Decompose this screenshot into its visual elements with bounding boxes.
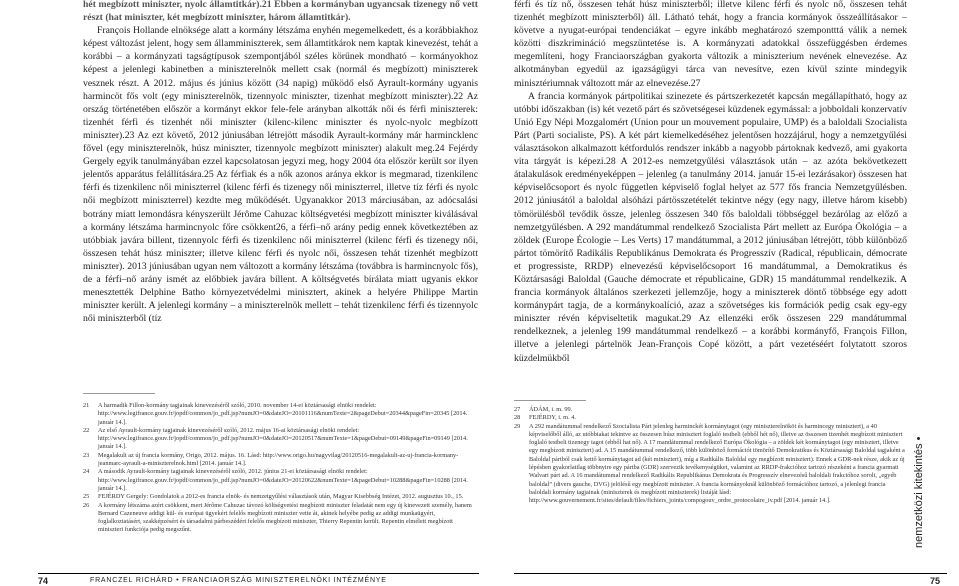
footnote-text: A második Ayrault-kormány tagjainak kinevezéséről szóló, 2012. június 21-ei köztársasági elnöki rendelet: http://www.legifrance.gouv.fr/jopdf/common/jo_pdf.jsp?numJO=0&dateJO=20120622&numTexte=1&pageDebut=10288&pageFin=10288 [2014. január 14.]. [98, 468, 468, 492]
left-paragraph-continued: hét megbízott miniszter, nyolc államtitkár).21 Ebben a kormányban ugyancsak tizenegy nő vett részt (hat miniszter, két megbízott miniszter, három államtitkár). [83, 0, 478, 24]
footnote-text: Megalakult az új francia kormány, Origo, 2012. május. 16. Lásd: http://www.origo.hu/nagyvilag/20120516-megalakult-az-uj-francia-kormany-jeanmarc-ayrault-a-miniszterelnok.html [2014. január 14.]. [98, 451, 459, 468]
footnote-text: FEJÉRDY Gergely: Gondolatok a 2012-es francia elnök- és nemzetgyűlési választások után, Magyar Kisebbség Intézet, 2012. augusztus 10., 15. [98, 493, 464, 501]
footnote [514, 414, 907, 422]
footnote-text: ÁDÁM, i. m. 99. [529, 406, 573, 413]
running-head: FRANCZEL RICHÁRD • FRANCIAORSZÁG MINISZTERELNÖKI INTÉZMÉNYE [90, 577, 387, 584]
footnote-number: 25 [83, 493, 90, 501]
section-side-label: nemzetközi kitekintés • [913, 436, 925, 548]
footnote [83, 452, 478, 469]
footnote-text: A harmadik Fillon-kormány tagjainak kinevezéséről szóló, 2010. november 14-ei köztársasági elnöki rendelet: http://www.legifrance.gouv.fr/jopdf/common/jo_pdf.jsp?numJO=0&dateJO=20101116&numTexte=2&pageDebut=20344&pageFin=20345 [2014. január 14.]. [98, 402, 468, 426]
page-number-right: 75 [930, 576, 941, 586]
footnote-number: 24 [83, 468, 90, 476]
footnote-number: 21 [83, 402, 90, 409]
page-number-left: 74 [38, 576, 49, 586]
left-column [83, 0, 478, 325]
footnote-text: FEJÉRDY, i. m. 4. [529, 414, 576, 422]
footnote-number: 22 [83, 426, 90, 434]
footer-rule-left [38, 573, 479, 574]
right-footnote-divider [514, 400, 586, 401]
footnote [83, 427, 478, 452]
footnote-number: 28 [514, 414, 521, 422]
footnote [514, 423, 907, 506]
left-paragraph-hollande: François Hollande elnöksége alatt a kormány létszáma enyhén megemelkedett, és a korábbiakhoz képest változást jelent, hogy sem államminiszterek, sem államtitkárok nem kaptak kinevezést, tehát a korábbi – a kormányzati tagságtípusok szempontjából széles körűnek mondható – kormányokhoz képest a jelenlegi kabinetben a miniszterelnök mellett csak (normál és megbízott) miniszterek vesznek részt. A 2012. május és június között (34 napig) működő első Ayrault-kormány ugyanis harmincöt fős volt (egy miniszterelnök, tizennyolc miniszter, tizenhat megbízott miniszter).22 Az ország történetében először a kormányt ekkor fele-fele arányban alkották női és férfi miniszterek: tizenhét férfi és tizenhét női miniszter (kilenc-kilenc miniszter és nyolc-nyolc megbízott miniszter).23 Az ezt követő, 2012 júniusában létrejött második Ayrault-kormány már harmincklenc fővel (egy miniszterelnök, húsz miniszter, tizennyolc megbízott miniszter) alakult meg.24 Fejérdy Gergely egyik tanulmányában ezzel kapcsolatosan jegyzi meg, hogy 2004 óta először került sor ilyen jelentős apparátus felállítására.25 Az férfiak és a nők azonos aránya ekkor is megmarad, tizenkilenc férfi és tizenkilenc női miniszterrel (kilenc férfi és tizenegy női miniszterrel, illetve tíz férfi és nyolc női megbízott miniszterrel) kezdte meg működését. Ugyanakkor 2013 márciusában, az adócsalási botrány miatt lemondásra kényszerült Jérôme Cahuzac költségvetési megbízott miniszter kiválásával a kormány létszáma harmincnyolc főre csökkent26, a férfi–nő arány pedig ennek következtében az utóbbiak javára billent, tizennyolc férfi és tizenkilenc női miniszterrel (kilenc férfi és tizenegy női, összesen tehát húsz miniszter; illetve kilenc férfi és nyolc női, összesen tehát tizenhét megbízott miniszter). 2013 júniusában ugyan nem változott a kormány létszáma (továbbra is harmincnyolc fős), de a férfi–nő arány ismét az előbbiek javára billent. A költségvetés bírálata miatt ugyanis ekkor menesztették Delphine Batho környezetvédelmi minisztert, akinek a helyére Philippe Martin miniszter került. A jelenlegi kormány – a miniszterelnök mellett – tehát tizenkilenc férfi és tizennyolc női miniszterből (tíz [83, 25, 478, 325]
footnote-text: A kormány létszáma azért csökkent, mert Jérôme Cahuzac távozó költségvetési megbízott miniszter feladatát nem egy új kinevezett személy, hanem Bernard Cazeneuve addigi kül- és európai ügyekért felelős megbízott miniszter vette át, akinek helyébe pedig az addigi munkaügyért, foglalkoztatásért, szakképzésért és társadalmi párbeszédért felelős megbízott miniszter, Thierry Repentin került. Repentin elmélett megbízott miniszteri funkciója pedig megszűnt. [98, 501, 472, 534]
footnote-text: Az első Ayrault-kormány tagjainak kinevezéséről szóló, 2012. május 16-ai köztársasági elnöki rendelet: http://www.legifrance.gouv.fr/jopdf/common/jo_pdf.jsp?numJO=0&dateJO=20120517&numTexte=1&pageDebut=09149&pageFin=09149 [2014. január 14.]. [98, 426, 468, 451]
footnote [83, 402, 478, 427]
right-footnotes [514, 406, 907, 506]
footnote-text: A 292 mandátummal rendelkező Szocialista Párt jelenleg harminckét kormánytagot (egy miniszterelnököt és harmincegy minisztert), a 40 képviselőből álló, az utóbbiakat tekintve az összesen húsz minisztert foglaló testbeli (ebből hét nő), illetve az összesen tizenhét megbízott minisztert foglaló testbeli tizenegy tagot (ebből hat nő). A 17 mandátummal rendelkező Európa Ökológia – a zöldek két kormánytagot (egy minisztert, illetve egy megbízott minisztert) ad. A 15 mandátummal rendelkező, több különböző formációt tömörítő Demokratikus és Köztársasági Baloldal tagjaként a Baloldal pártból csak kettő kormánytagot ad (két minisztert), míg a Radikális Baloldal egy megbízott minisztert). Ennek a GDR-nek része, akik az új lépésben gyakorlatilag többnyire egy pártba (GDR) szervezik tevékenységüket, valamint az RRDP-frakcióhoz tartozó részeként a francia gyarmati Walvari párt ad. A 16 mandátummal rendelkező Radikális Republikánus Demokrata és Progresszív elnevezésű baloldali frakcióhoz sorolt, „egyéb baloldal” (divers gauche, DVG) jelölésű egy megbízott miniszter. A francia kormányoknál különböző formációhoz tartozó, a jelenlegi francia baloldali kormány tagjainak (miniszterek és megbízott miniszterek) listáját lásd: http://www.gouvernement.fr/sites/default/files/fichiers_joints/compogouv_ordre_protocolaire_iv.pdf [2014. január 14.]. [529, 422, 905, 505]
right-paragraph-continued: férfi és tíz nő, összesen tehát húsz miniszterből; illetve kilenc férfi és nyolc nő, összesen tehát tizenhét megbízott miniszterből) áll. Látható tehát, hogy a francia kormányok összeállításakor – követve a nyugat-európai tendenciákat – egyre inkább meghatározó szempontttá válik a nemek közötti diszkrimináció megszüntetése is. A kormányzati adatokkal összefüggésben érdemes megemlíteni, hogy Franciaországban gyakorta változik a miniszterium nevének elnevezése. Az alkotmányban egyedül az igazságügyi tárca van nevesítve, ezen kívül szinte mindegyik minisztériumnak változott már az elnevezése.27 [514, 0, 907, 89]
left-footnotes [83, 402, 478, 535]
left-footnote-divider [83, 393, 155, 394]
footnote-number: 26 [83, 501, 90, 509]
right-paragraph-parties: A francia kormányok pártpolitikai szinezete és pártszerkezetét kapcsán megállapítható, hogy az utóbbi időszakban (is) két vezető párt és szövetségesei küzdenek egymással: a jobboldali konzervatív Unió Egy Népi Mozgalomért (Union pour un mouvement populaire, UMP) és a baloldali Szocialista Párt (Parti socialiste, PS). A két párt kiemelkedéséhez jelentősen hozzájárul, hogy a nemzetgyűlési választásokon alkalmazott kétfordulós rendszer inkább a nagyobb pártoknak kedvező, ami gyakorta vita tárgyát is képezi.28 A 2012-es nemzetgyűlési választások után – az azóta bekövetkezett átalakulások eredményeképpen – jelenleg (a tanulmány 2014. január 15-ei lezárásakor) összesen hat képviselőcsoport és nyolc független képviselő foglal helyet az 577 fős francia Nemzetgyűlésben. 2012 júniusától a baloldal alsóházi pártösszetételét tekintve négy (egy nagy, illetve három kisebb) tömörülésből tevődik össze, jelenleg összesen 340 fős baloldali többséggel bezárólag az előző a nemzetgyűlésben. A 292 mandátummal rendelkező Szocialista Párt mellett az Európa Ökológia – a zöldek (Europe Écologie – Les Verts) 17 mandátummal, a 2012 júniusában létrejött, több különböző pártot tömörítő Radikális Republikánus Demokrata és Progresszív (Radical, républicain, démocrate et progressiste, RRDP) elnevezésű képviselőcsoport 16 mandátummal, a Demokratikus és Köztársasági Baloldal (Gauche démocrate et républicaine, GDR) 15 mandátummal rendelkezik. A francia kormányok általános szerkezeti jellemzője, hogy a miniszterek döntő többsége egy adott kormánypárt tagja, de a kormánykoalíció, azaz a szövetséges kis formációk pedig csak egy-egy miniszter révén képviseltetik magukat.29 Az ellenzéki erők összesen 229 mandátummal rendelkeznek, a jelenleg 199 mandátummal rendelkező – a korábbi kormányfő, François Fillon, illetve a jelenlegi pártelnök Jean-François Copé között, a párt vezetéséért folytatott szoros küzdelmükből [514, 90, 907, 364]
footnote-number: 29 [514, 422, 521, 430]
footnote-number: 27 [514, 406, 521, 413]
right-column [514, 0, 907, 365]
footnote [83, 493, 478, 501]
footnote [83, 502, 478, 535]
footnote [83, 468, 478, 493]
footnote-number: 23 [83, 451, 90, 459]
footer-rule-right [514, 573, 947, 574]
